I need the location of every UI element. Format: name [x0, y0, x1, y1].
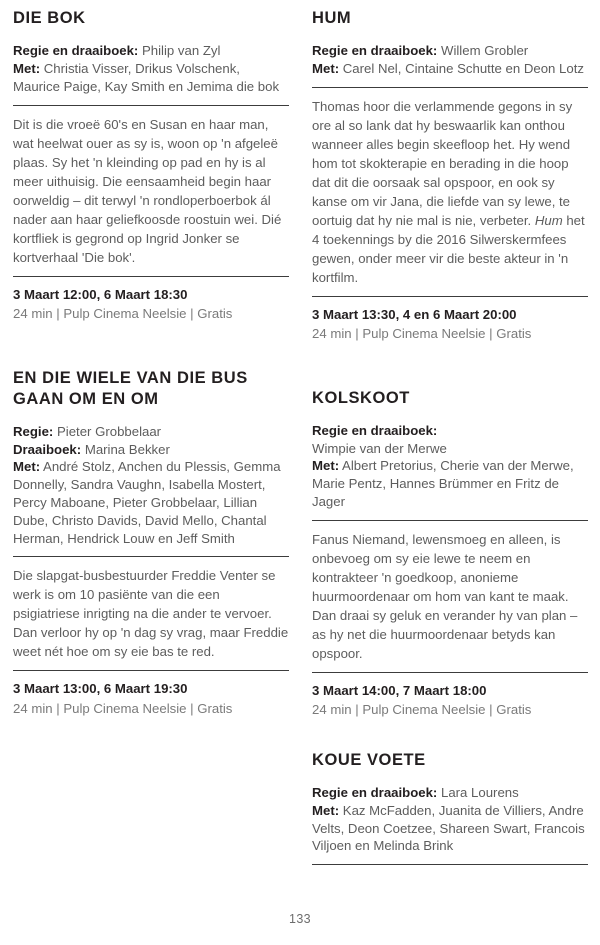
credit-value-regie-en-draaiboek: Philip van Zyl [138, 43, 221, 59]
credit-value-regie-en-draaiboek: Wimpie van der Merwe [312, 440, 447, 456]
film-synopsis [312, 97, 588, 287]
credit-value-regie: Pieter Grobbelaar [53, 423, 162, 439]
credit-value-met: Christia Visser, Drikus Volschenk, Maurice Paige, Kay Smith en Jemima die bok [13, 60, 280, 94]
credit-label-regie-en-draaiboek: Regie en draaiboek: [13, 43, 139, 59]
divider-rule [312, 87, 588, 88]
credit-value-met: Carel Nel, Cintaine Schutte en Deon Lotz [339, 60, 584, 76]
film-credits [312, 784, 588, 855]
film-credits [13, 42, 289, 95]
credit-label-regie-en-draaiboek: Regie en draaiboek: [312, 43, 438, 59]
synopsis-film-title-italic: Hum [534, 212, 563, 228]
film-title: KOLSKOOT [312, 388, 410, 407]
screening-times: 3 Maart 13:00, 6 Maart 19:30 [13, 681, 188, 697]
film-credits [312, 422, 588, 511]
credit-value-met: Kaz McFadden, Juanita de Villiers, Andre Velts, Deon Coetzee, Shareen Swart, Francois Viljoen en Melinda Brink [312, 802, 585, 854]
credit-value-regie-en-draaiboek: Lara Lourens [437, 784, 519, 800]
film-title: EN DIE WIELE VAN DIE BUS GAAN OM EN OM [13, 368, 248, 408]
film-credits [13, 423, 289, 548]
credit-value-met: André Stolz, Anchen du Plessis, Gemma Donnelly, Sandra Vaughn, Isabella Mostert, Percy Maboane, Pieter Grobbelaar, Lillian Dube, Christo Davids, David Mello, Chantal Herman, Hendrick Louw en Jeff Smith [13, 459, 281, 546]
entry-spacer [312, 720, 588, 750]
divider-rule [13, 105, 289, 106]
divider-rule [312, 672, 588, 673]
screening-times: 3 Maart 14:00, 7 Maart 18:00 [312, 682, 487, 698]
divider-rule [312, 520, 588, 521]
left-column [13, 8, 289, 718]
credit-value-regie-en-draaiboek: Willem Grobler [437, 43, 529, 59]
entry-spacer [13, 324, 289, 368]
credit-label-met: Met: [312, 458, 340, 474]
screening-meta: 24 min | Pulp Cinema Neelsie | Gratis [13, 306, 233, 322]
credit-value-draaiboek: Marina Bekker [81, 441, 170, 457]
film-entry-kolskoot [312, 388, 588, 720]
credit-label-met: Met: [13, 60, 41, 76]
screening-meta: 24 min | Pulp Cinema Neelsie | Gratis [13, 700, 233, 716]
credit-label-met: Met: [312, 802, 340, 818]
film-entry-en-die-wiele-van-die-bus-gaan-om-en-om [13, 368, 289, 719]
divider-rule [13, 670, 289, 671]
film-title: DIE BOK [13, 9, 86, 27]
entry-spacer [312, 344, 588, 388]
film-credits [312, 42, 588, 78]
film-entry-hum [312, 8, 588, 344]
film-synopsis: Die slapgat-busbestuurder Freddie Venter se werk is om 10 pasiënte van die een psigiatriese inrigting na die ander te vervoer. Dan verloor hy op 'n dag sy vrag, maar Freddie weet nét hoe om sy eie bas te red. [13, 568, 289, 660]
screening-meta: 24 min | Pulp Cinema Neelsie | Gratis [312, 326, 532, 342]
credit-label-regie: Regie: [13, 423, 54, 439]
screening-meta: 24 min | Pulp Cinema Neelsie | Gratis [312, 702, 532, 718]
credit-label-regie-en-draaiboek: Regie en draaiboek: [312, 422, 438, 438]
divider-rule [13, 556, 289, 557]
credit-label-met: Met: [13, 459, 41, 475]
film-title: KOUE VOETE [312, 750, 426, 769]
page-number: 133 [288, 912, 312, 926]
credit-label-regie-en-draaiboek: Regie en draaiboek: [312, 784, 438, 800]
credit-label-draaiboek: Draaiboek: [13, 441, 82, 457]
film-entry-die-bok [13, 8, 289, 324]
screening-times: 3 Maart 12:00, 6 Maart 18:30 [13, 286, 188, 302]
film-synopsis: Dit is die vroeë 60's en Susan en haar man, wat heelwat ouer as sy is, woon op 'n afgeleë plaas. Sy het 'n kleinding op pad en hy is al meer uithuisig. Die eensaamheid begin haar oorweldig – dit terwyl 'n rondloperboerbok ál nader aan haar geliefkoosde roostuin wei. Dié kortfliek is gegrond op Ingrid Jonker se kortverhaal 'Die bok'. [13, 116, 282, 265]
film-synopsis: Fanus Niemand, lewensmoeg en alleen, is onbevoeg om sy eie lewe te neem en kontrakteer 'n goedkoop, anonieme huurmoordenaar om hom van kant te maak. Dan draai sy geluk en verander hy van plan – as hy net die huurmoordenaar betyds kan opspoor. [312, 531, 578, 661]
divider-rule [312, 296, 588, 297]
credit-label-met: Met: [312, 60, 340, 76]
credit-value-met: Albert Pretorius, Cherie van der Merwe, Marie Pentz, Hannes Brümmer en Fritz de Jager [312, 458, 574, 510]
screening-times: 3 Maart 13:30, 4 en 6 Maart 20:00 [312, 306, 517, 322]
synopsis-text-part-1: Thomas hoor die verlammende gegons in sy ore al so lank dat hy beswaarlik kan onthou wanneer alles begin skeefloop het. Hy wend hom tot skokterapie en berading in die hoop dat dit die oorsaak sal opspoor, en ook sy kanse om vir Jana, die liefde van sy lewe, te oortuig dat hy nie mal is nie, verbeter. [312, 98, 573, 228]
divider-rule [312, 864, 588, 865]
divider-rule [13, 276, 289, 277]
right-column [312, 8, 588, 874]
two-column-layout [13, 8, 588, 898]
film-title: HUM [312, 9, 352, 27]
synopsis-text-part-2: het 4 toekennings by die 2016 Silwerskermfees gewen, onder meer vir die beste akteur in 'n kortfilm. [312, 212, 585, 285]
film-entry-koue-voete [312, 750, 588, 874]
